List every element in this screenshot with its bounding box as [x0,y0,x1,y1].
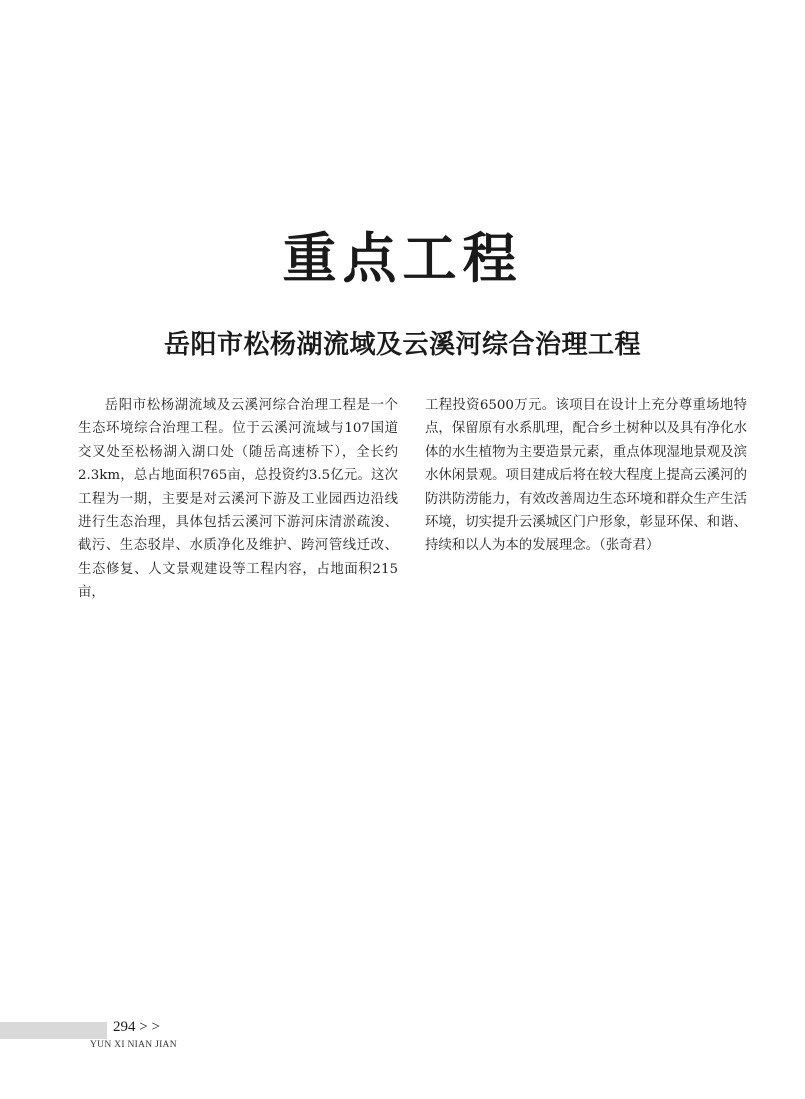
body-column-left: 岳阳市松杨湖流域及云溪河综合治理工程是一个生态环境综合治理工程。位于云溪河流域与107国道交叉处至松杨湖入湖口处（随岳高速桥下），全长约2.3km，总占地面积765亩，总投资约3.5亿元。这次工程为一期，主要是对云溪河下游及工业园西边沿线进行生态治理，具体包括云溪河下游河床清淤疏浚、截污、生态驳岸、水质净化及维护、跨河管线迁改、生态修复、人文景观建设等工程内容，占地面积215亩， [78,398,398,601]
footer-bar [0,1022,107,1039]
article-title: 岳阳市松杨湖流域及云溪河综合治理工程 [163,330,641,360]
body-column-right: 工程投资6500万元。该项目在设计上充分尊重场地特点，保留原有水系肌理，配合乡土树种以及具有净化水体的水生植物为主要造景元素，重点体现湿地景观及滨水休闲景观。项目建成后将在较大程度上提高云溪河的防洪防涝能力，有效改善周边生态环境和群众生产生活环境，切实提升云溪城区门户形象，彰显环保、和谐、持续和以人为本的发展理念。（张奇君） [425,398,747,554]
page-number: 294 > > [113,1019,160,1035]
running-footer-title: YUN XI NIAN JIAN [90,1040,177,1050]
section-title: 重点工程 [282,226,523,290]
